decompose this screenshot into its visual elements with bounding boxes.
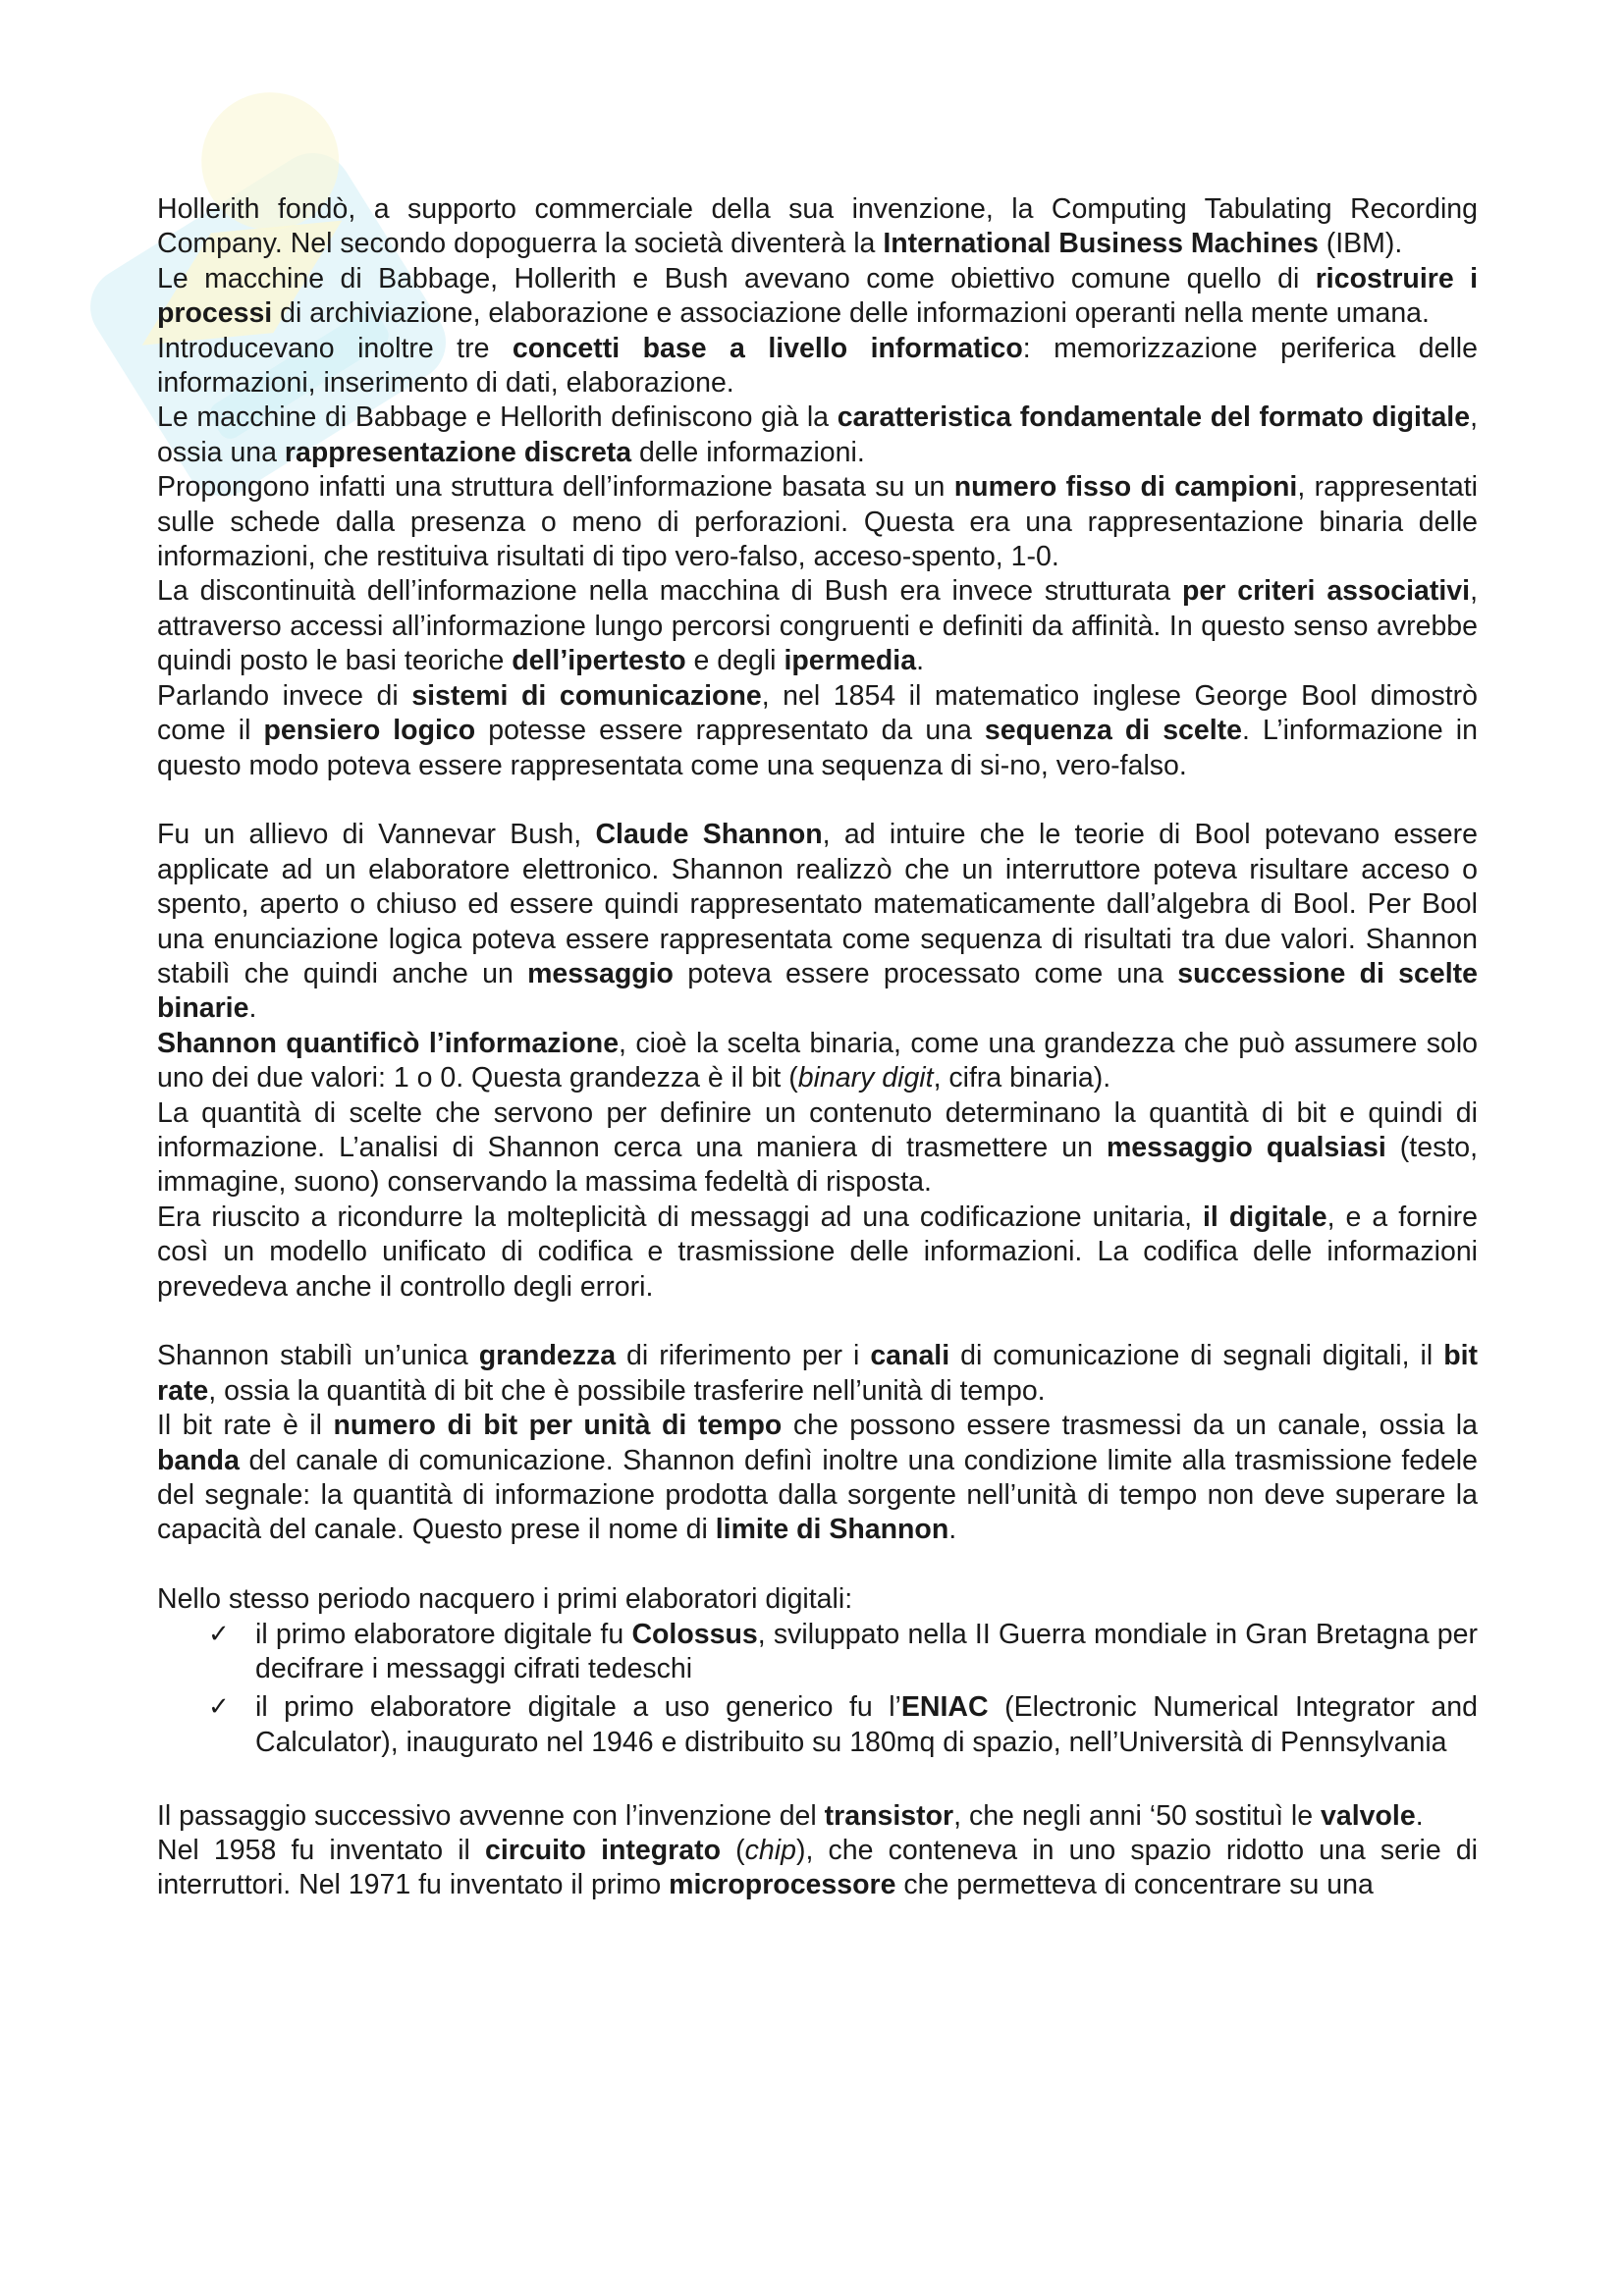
paragraph: Fu un allievo di Vannevar Bush, Claude Shannon, ad intuire che le teorie di Bool potevano essere applicate ad un elaboratore elettronico. Shannon realizzò che un interruttore poteva risultare acceso o spento, aperto o chiuso ed essere quindi rappresentato matematicamente dall’algebra di Bool. Per Bool una enunciazione logica poteva essere rappresentata come sequenza di risultati tra due valori. Shannon stabilì che quindi anche un messaggio poteva essere processato come una successione di scelte binarie. xyxy=(157,819,1478,1025)
paragraph: Nello stesso periodo nacquero i primi elaboratori digitali: xyxy=(157,1583,853,1616)
paragraph-spacer xyxy=(157,783,1478,818)
paragraph: Propongono infatti una struttura dell’informazione basata su un numero fisso di campioni, rappresentati sulle schede dalla presenza o meno di perforazioni. Questa era una rappresentazione binaria delle informazioni, che restituiva risultati di tipo vero-falso, acceso-spento, 1-0. xyxy=(157,471,1478,573)
paragraph-spacer xyxy=(157,1305,1478,1339)
list-item: ✓ il primo elaboratore digitale a uso generico fu l’ENIAC (Electronic Numerical Integrator and Calculator), inaugurato nel 1946 e distribuito su 180mq di spazio, nell’Università di Pennsylvania xyxy=(208,1691,1478,1758)
check-icon: ✓ xyxy=(208,1619,230,1649)
list-item: ✓ il primo elaboratore digitale fu Colossus, sviluppato nella II Guerra mondiale in Gran Bretagna per decifrare i messaggi cifrati tedeschi xyxy=(208,1618,1478,1685)
paragraph-spacer xyxy=(157,1764,1478,1798)
paragraph: Il passaggio successivo avvenne con l’invenzione del transistor, che negli anni ‘50 sostituì le valvole. xyxy=(157,1799,1424,1832)
paragraph: Introducevano inoltre tre concetti base a livello informatico: memorizzazione periferica delle informazioni, inserimento di dati, elaborazione. xyxy=(157,332,1478,400)
paragraph: La discontinuità dell’informazione nella macchina di Bush era invece strutturata per criteri associativi, attraverso accessi all’informazione lungo percorsi congruenti e definiti da affinità. In questo senso avrebbe quindi posto le basi teoriche dell’ipertesto e degli ipermedia. xyxy=(157,575,1478,677)
checklist xyxy=(157,1618,1478,1761)
document-body xyxy=(157,192,1478,1903)
paragraph: Era riuscito a ricondurre la molteplicità di messaggi ad una codificazione unitaria, il digitale, e a fornire così un modello unificato di codifica e trasmissione delle informazioni. La codifica delle informazioni prevedeva anche il controllo degli errori. xyxy=(157,1201,1478,1303)
paragraph: Nel 1958 fu inventato il circuito integrato (chip), che conteneva in uno spazio ridotto una serie di interruttori. Nel 1971 fu inventato il primo microprocessore che permetteva di concentrare su una xyxy=(157,1835,1479,1901)
paragraph: Hollerith fondò, a supporto commerciale della sua invenzione, la Computing Tabulating Recording Company. Nel secondo dopoguerra la società diventerà la International Business Machines (IBM). xyxy=(157,193,1478,260)
paragraph: Il bit rate è il numero di bit per unità di tempo che possono essere trasmessi da un canale, ossia la banda del canale di comunicazione. Shannon definì inoltre una condizione limite alla trasmissione fedele del segnale: la quantità di informazione prodotta dalla sorgente nell’unità di tempo non deve superare la capacità del canale. Questo prese il nome di limite di Shannon. xyxy=(157,1410,1478,1546)
paragraph: Shannon stabilì un’unica grandezza di riferimento per i canali di comunicazione di segnali digitali, il bit rate, ossia la quantità di bit che è possibile trasferire nell’unità di tempo. xyxy=(157,1340,1479,1407)
paragraph: Le macchine di Babbage e Hellorith definiscono già la caratteristica fondamentale del formato digitale, ossia una rappresentazione discreta delle informazioni. xyxy=(157,401,1478,468)
paragraph: Shannon quantificò l’informazione, cioè la scelta binaria, come una grandezza che può assumere solo uno dei due valori: 1 o 0. Questa grandezza è il bit (binary digit, cifra binaria). xyxy=(157,1027,1478,1095)
paragraph: La quantità di scelte che servono per definire un contenuto determinano la quantità di bit e quindi di informazione. L’analisi di Shannon cerca una maniera di trasmettere un messaggio qualsiasi (testo, immagine, suono) conservando la massima fedeltà di risposta. xyxy=(157,1096,1479,1199)
check-icon: ✓ xyxy=(208,1692,230,1723)
paragraph: Le macchine di Babbage, Hollerith e Bush avevano come obiettivo comune quello di ricostruire i processi di archiviazione, elaborazione e associazione delle informazioni operanti nella mente umana. xyxy=(157,262,1478,330)
paragraph: Parlando invece di sistemi di comunicazione, nel 1854 il matematico inglese George Bool dimostrò come il pensiero logico potesse essere rappresentato da una sequenza di scelte. L’informazione in questo modo poteva essere rappresentata come una sequenza di si-no, vero-falso. xyxy=(157,679,1478,781)
paragraph-spacer xyxy=(157,1548,1478,1582)
